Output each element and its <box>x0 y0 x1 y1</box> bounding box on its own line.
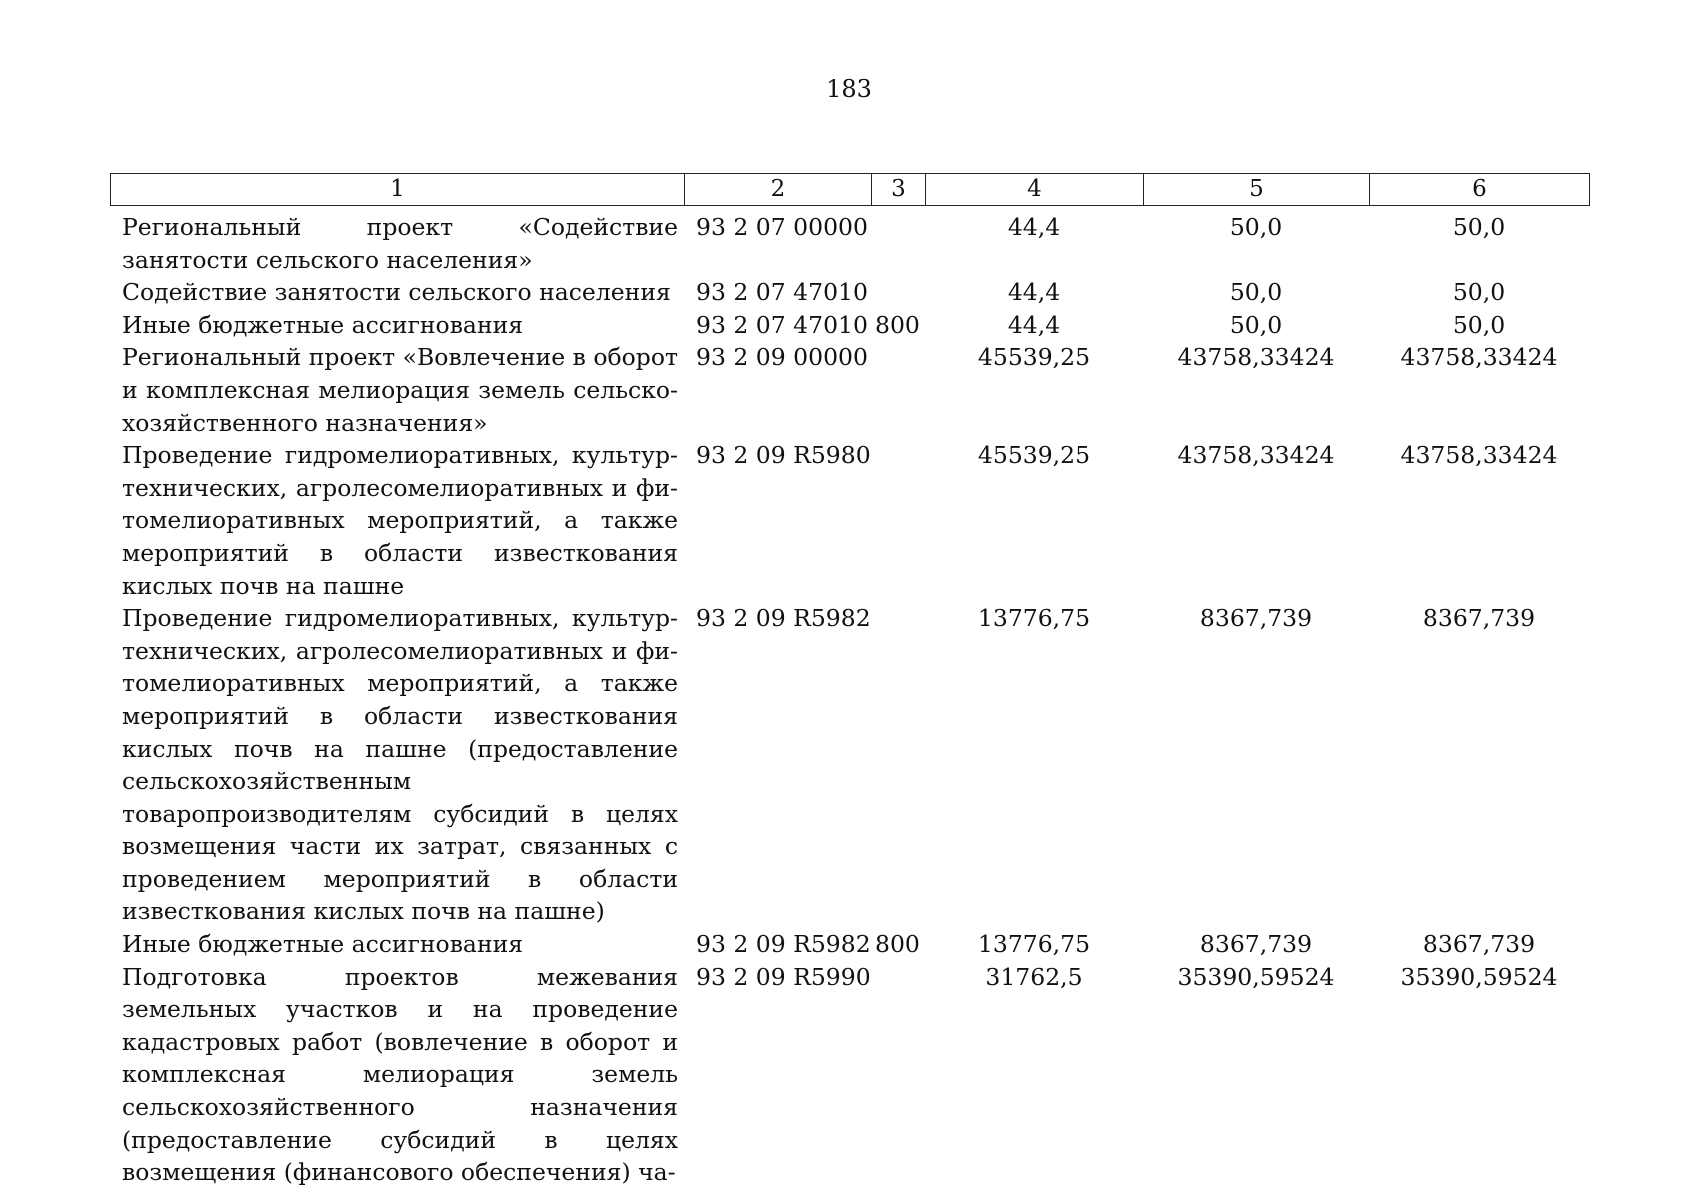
row-name: Региональный проект «Вовлечение в оборот и комплексная мелиорация земель сельскохозяйственного назначения» <box>122 343 679 437</box>
row-code: 93 2 09 00000 <box>696 343 868 372</box>
row-value-col6: 50,0 <box>1452 213 1506 241</box>
row-code: 93 2 09 R5980 <box>696 441 871 470</box>
row-value-col6: 8367,739 <box>1422 930 1536 959</box>
table-row <box>110 439 1589 602</box>
table-row <box>110 276 1589 309</box>
row-value-col5: 35390,59524 <box>1177 962 1335 991</box>
header-cell: 1 <box>111 174 685 206</box>
row-name: Иные бюджетные ассигнования <box>122 930 524 959</box>
row-name: Иные бюджетные ассигнования <box>122 310 524 339</box>
row-type <box>871 341 925 439</box>
row-code: 93 2 07 00000 <box>696 213 868 241</box>
row-value-col5: 50,0 <box>1229 310 1283 339</box>
row-code: 93 2 09 R5982 <box>696 604 871 633</box>
header-cell: 5 <box>1144 174 1370 206</box>
table-row <box>110 961 1589 1189</box>
row-value-col5: 50,0 <box>1229 213 1283 241</box>
row-value-col6: 43758,33424 <box>1400 441 1558 470</box>
row-type <box>871 211 925 276</box>
header-cell: 2 <box>685 174 872 206</box>
row-code: 93 2 07 47010 <box>696 278 868 307</box>
table-row <box>110 602 1589 928</box>
header-cell: 4 <box>926 174 1144 206</box>
row-value-col6: 8367,739 <box>1422 604 1536 633</box>
row-value-col5: 8367,739 <box>1199 604 1313 633</box>
row-value-col4: 31762,5 <box>985 962 1083 991</box>
row-value-col6: 50,0 <box>1452 310 1506 339</box>
row-name: Проведение гидромелиоративных, культуртехнических, агролесомелиоративных и фитомелиоративных мероприятий, а также мероприятий в области известкования кислых почв на пашне <box>122 441 678 600</box>
row-value-col6: 43758,33424 <box>1400 343 1558 372</box>
table-row <box>110 211 1589 276</box>
row-value-col5: 43758,33424 <box>1177 441 1335 470</box>
row-value-col6: 35390,59524 <box>1400 962 1558 991</box>
row-value-col4: 44,4 <box>1007 278 1061 307</box>
row-value-col4: 45539,25 <box>977 441 1091 470</box>
row-value-col4: 13776,75 <box>977 604 1091 633</box>
row-value-col5: 50,0 <box>1229 278 1283 307</box>
table-row <box>110 341 1589 439</box>
budget-table-body <box>110 211 1589 1189</box>
row-type <box>871 602 925 928</box>
budget-table <box>110 211 1589 1189</box>
row-value-col6: 50,0 <box>1452 278 1506 307</box>
table-row <box>110 309 1589 342</box>
row-type: 800 <box>875 310 920 339</box>
page-number: 183 <box>826 75 872 103</box>
row-value-col5: 43758,33424 <box>1177 343 1335 372</box>
header-cell: 6 <box>1370 174 1590 206</box>
column-number-header <box>110 173 1590 206</box>
row-code: 93 2 07 47010 <box>696 310 868 339</box>
row-name: Региональный проект «Содействие занятости сельского населения» <box>122 213 678 274</box>
row-value-col4: 45539,25 <box>977 343 1091 372</box>
row-value-col4: 44,4 <box>1007 213 1061 241</box>
row-type <box>871 961 925 1189</box>
row-code: 93 2 09 R5990 <box>696 962 871 991</box>
row-name: Содействие занятости сельского населения <box>122 278 671 307</box>
row-value-col4: 44,4 <box>1007 310 1061 339</box>
row-value-col4: 13776,75 <box>977 930 1091 959</box>
table-row <box>110 928 1589 961</box>
row-name: Проведение гидромелиоративных, культуртехнических, агролесомелиоративных и фитомелиоративных мероприятий, а также мероприятий в области известкования кислых почв на пашне (предоставление сельскохозяйственным товаропроизводителям субсидий в целях возмещения части их затрат, связанных с проведением мероприятий в области известкования кислых почв на пашне) <box>122 604 678 926</box>
header-row <box>111 174 1590 206</box>
row-name: Подготовка проектов межевания земельных участков и на проведение кадастровых работ (вовлечение в оборот и комплексная мелиорация земель сельскохозяйственного назначения (предоставление субсидий в целях возмещения (финансового обеспечения) ча- <box>122 962 678 1187</box>
row-type <box>871 276 925 309</box>
header-cell: 3 <box>872 174 926 206</box>
row-type <box>871 439 925 602</box>
row-type: 800 <box>875 930 920 959</box>
row-code: 93 2 09 R5982 <box>696 930 871 959</box>
row-value-col5: 8367,739 <box>1199 930 1313 959</box>
